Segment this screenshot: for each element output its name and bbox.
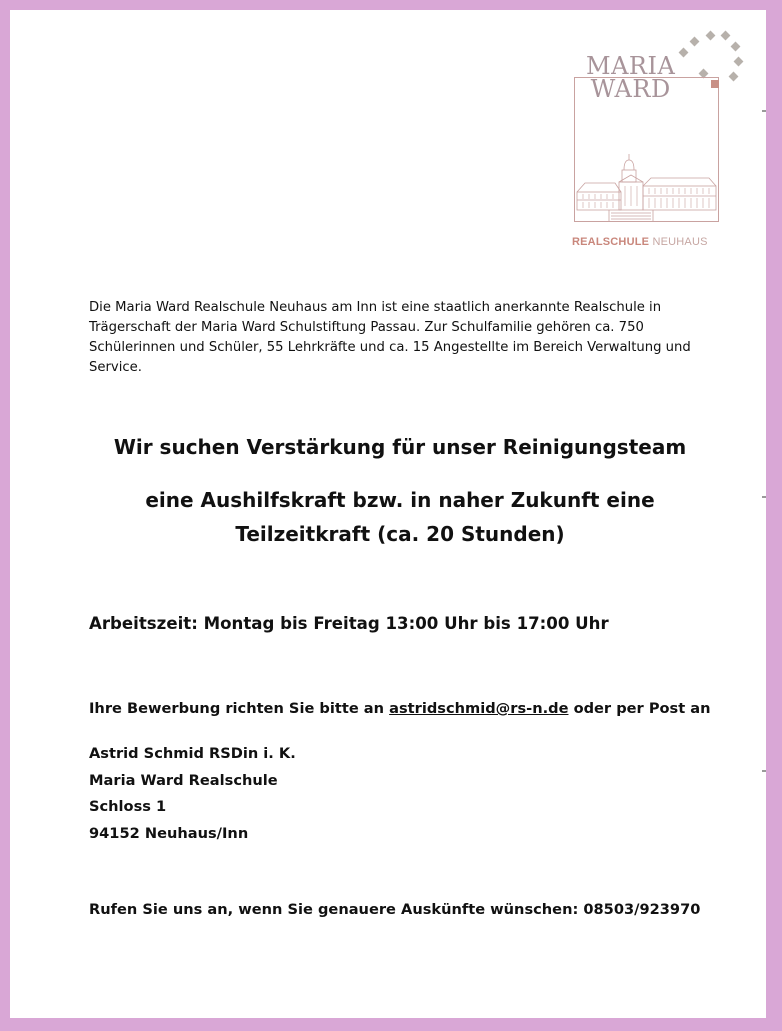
school-building-icon	[575, 140, 718, 222]
application-line	[89, 700, 711, 717]
postal-address	[89, 741, 296, 847]
application-prefix: Ihre Bewerbung richten Sie bitte an	[89, 700, 390, 717]
subheadline	[50, 483, 750, 551]
logo-subtitle-light: NEUHAUS	[652, 236, 708, 248]
subheadline-line1: eine Aushilfskraft bzw. in naher Zukunft eine	[145, 488, 655, 512]
phone-line: Rufen Sie uns an, wenn Sie genauere Auskünfte wünschen: 08503/923970	[89, 901, 701, 918]
logo-title-line2: WARD	[590, 75, 671, 103]
school-logo	[572, 30, 734, 260]
logo-title-line1: MARIA	[586, 52, 676, 80]
intro-paragraph: Die Maria Ward Realschule Neuhaus am Inn ist eine staatlich anerkannte Realschule in Trägerschaft der Maria Ward Schulstiftung Passau. Zur Schulfamilie gehören ca. 750 Schülerinnen und Schüler, 55 Lehrkräfte und ca. 15 Angestellte im Bereich Verwaltung und Service.	[89, 300, 691, 375]
logo-title	[586, 52, 676, 103]
email-link[interactable]: astridschmid@rs-n.de	[389, 700, 569, 717]
address-line: Schloss 1	[89, 798, 167, 815]
document-page	[10, 10, 766, 1018]
logo-subtitle	[572, 236, 734, 248]
application-suffix: oder per Post an	[568, 700, 711, 717]
working-time: Arbeitszeit: Montag bis Freitag 13:00 Uhr bis 17:00 Uhr	[89, 614, 609, 633]
logo-subtitle-bold: REALSCHULE	[572, 236, 650, 248]
headline: Wir suchen Verstärkung für unser Reinigungsteam	[113, 435, 687, 459]
address-line: 94152 Neuhaus/Inn	[89, 824, 249, 842]
logo-accent-square	[711, 80, 719, 88]
address-line: Maria Ward Realschule	[89, 771, 278, 789]
subheadline-line2: Teilzeitkraft (ca. 20 Stunden)	[235, 522, 565, 546]
address-line: Astrid Schmid RSDin i. K.	[89, 745, 296, 762]
